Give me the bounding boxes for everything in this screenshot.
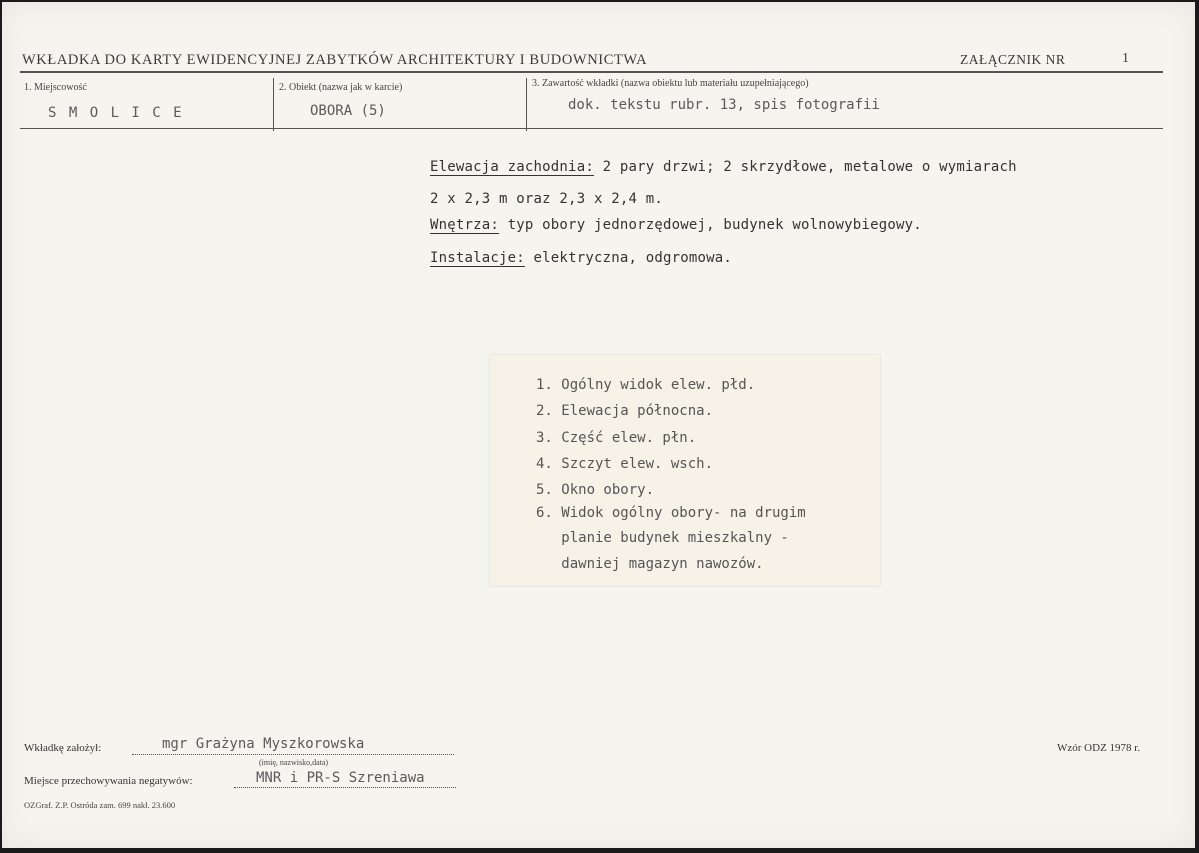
photo-list-slip xyxy=(490,355,880,586)
negatives-line xyxy=(234,787,456,788)
west-elevation-text: 2 pary drzwi; 2 skrzydłowe, metalowe o wymiarach xyxy=(593,159,1017,175)
object-value: OBORA (5) xyxy=(310,103,386,119)
header-rule xyxy=(20,71,1163,73)
printer-info: OZGraf. Z.P. Ostróda zam. 699 nakł. 23.600 xyxy=(24,800,176,810)
interior-heading: Wnętrza: xyxy=(430,217,500,233)
form-title: WKŁADKA DO KARTY EWIDENCYJNEJ ZABYTKÓW ARCHITEKTURY I BUDOWNICTWA xyxy=(22,52,648,68)
photo-list-item: 4. Szczyt elew. wsch. xyxy=(536,456,714,472)
body-line-interior xyxy=(430,217,922,233)
attachment-number: 1 xyxy=(1122,51,1129,66)
negatives-value: MNR i PR-S Szreniawa xyxy=(256,770,425,786)
photo-list-item: planie budynek mieszkalny - xyxy=(536,530,789,546)
body-line-installations xyxy=(430,250,732,266)
installations-heading: Instalacje: xyxy=(430,250,525,266)
contents-label: 3. Zawartość wkładki (nazwa obiektu lub materiału uzupełniającego) xyxy=(532,78,809,89)
attachment-label: ZAŁĄCZNIK NR xyxy=(960,52,1066,67)
created-by-label: Wkładkę założył: xyxy=(24,742,102,754)
locality-label: 1. Miejscowość xyxy=(24,82,87,93)
created-by-caption: (imię, nazwisko,data) xyxy=(259,758,329,767)
created-by-line xyxy=(132,754,454,755)
record-sheet xyxy=(2,2,1195,848)
field-divider-2 xyxy=(526,78,527,131)
installations-text: elektryczna, odgromowa. xyxy=(524,250,733,266)
photo-list-item: 6. Widok ogólny obory- na drugim xyxy=(536,505,806,521)
locality-value: S M O L I C E xyxy=(48,105,184,121)
west-elevation-heading: Elewacja zachodnia: xyxy=(430,159,594,175)
interior-text: typ obory jednorzędowej, budynek wolnowybiegowy. xyxy=(499,217,922,233)
photo-list-item: 5. Okno obory. xyxy=(536,482,655,498)
photo-list-item: 1. Ogólny widok elew. płd. xyxy=(536,377,756,393)
fields-bottom-rule xyxy=(20,128,1163,129)
photo-list-item: 3. Część elew. płn. xyxy=(536,430,697,446)
negatives-label: Miejsce przechowywania negatywów: xyxy=(24,775,193,787)
created-by-value: mgr Grażyna Myszkorowska xyxy=(162,736,365,752)
photo-list-item: dawniej magazyn nawozów. xyxy=(536,556,764,572)
contents-value: dok. tekstu rubr. 13, spis fotografii xyxy=(568,97,880,113)
object-label: 2. Obiekt (nazwa jak w karcie) xyxy=(279,82,403,93)
body-line-dimensions: 2 x 2,3 m oraz 2,3 x 2,4 m. xyxy=(430,191,663,207)
field-divider-1 xyxy=(273,78,274,131)
body-line-west-elevation xyxy=(430,159,1017,175)
photo-list-item: 2. Elewacja północna. xyxy=(536,403,714,419)
form-version: Wzór ODZ 1978 r. xyxy=(1057,742,1141,754)
